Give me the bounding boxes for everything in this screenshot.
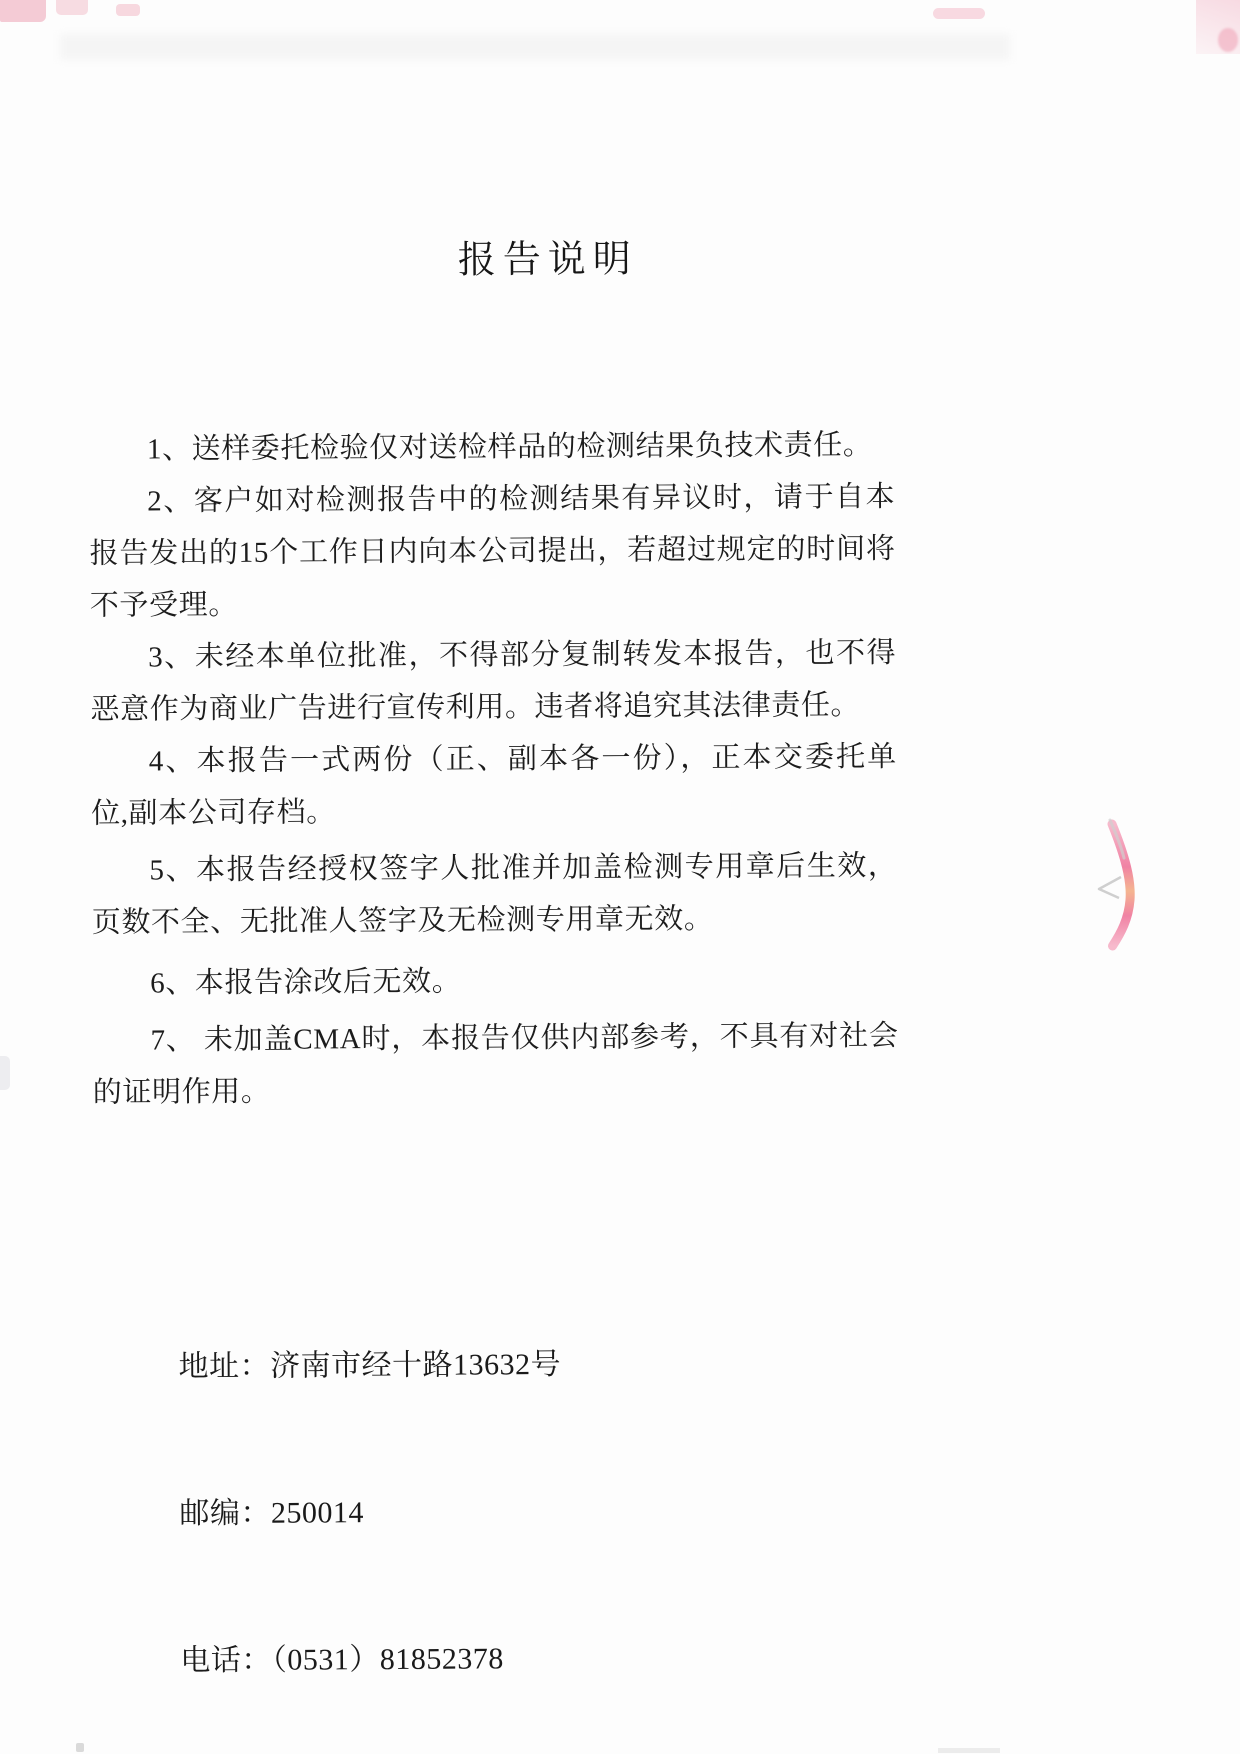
note-item-4: 4、本报告一式两份（正、副本各一份），正本交委托单位,副本公司存档。	[91, 740, 897, 830]
address-label: 地址：	[178, 1349, 271, 1384]
note-item-5: 5、本报告经授权签字人批准并加盖检测专用章后生效，页数不全、无批准人签字及无检测专用章无效。	[91, 849, 898, 939]
postcode-label: 邮编：	[179, 1496, 272, 1531]
phone-label: 电话：	[180, 1643, 272, 1678]
note-item-1: 1、送样委托检验仅对送检样品的检测结果负技术责任。	[146, 429, 873, 466]
note-item-6: 6、本报告涂改后无效。	[150, 965, 462, 1000]
note-item-3: 3、未经本单位批准，不得部分复制转发本报告，也不得恶意作为商业广告进行宣传利用。违者将追究其法律责任。	[90, 636, 897, 726]
contact-info	[114, 1291, 563, 1735]
note-item-2: 2、客户如对检测报告中的检测结果有异议时，请于自本报告发出的15个工作日内向本公司提出，若超过规定的时间将不予受理。	[89, 480, 896, 622]
notes-list	[89, 419, 899, 1119]
phone-value: （0531）81852378	[271, 1642, 504, 1677]
address-value: 济南市经十路13632号	[269, 1347, 562, 1383]
note-item-7: 7、 未加盖CMA时，本报告仅供内部参考，不具有对社会的证明作用。	[92, 1019, 899, 1109]
postcode-row	[115, 1438, 562, 1588]
page-title: 报告说明	[457, 238, 638, 282]
postcode-value: 250014	[270, 1496, 365, 1530]
address-row	[114, 1291, 561, 1441]
phone-row	[116, 1585, 563, 1735]
